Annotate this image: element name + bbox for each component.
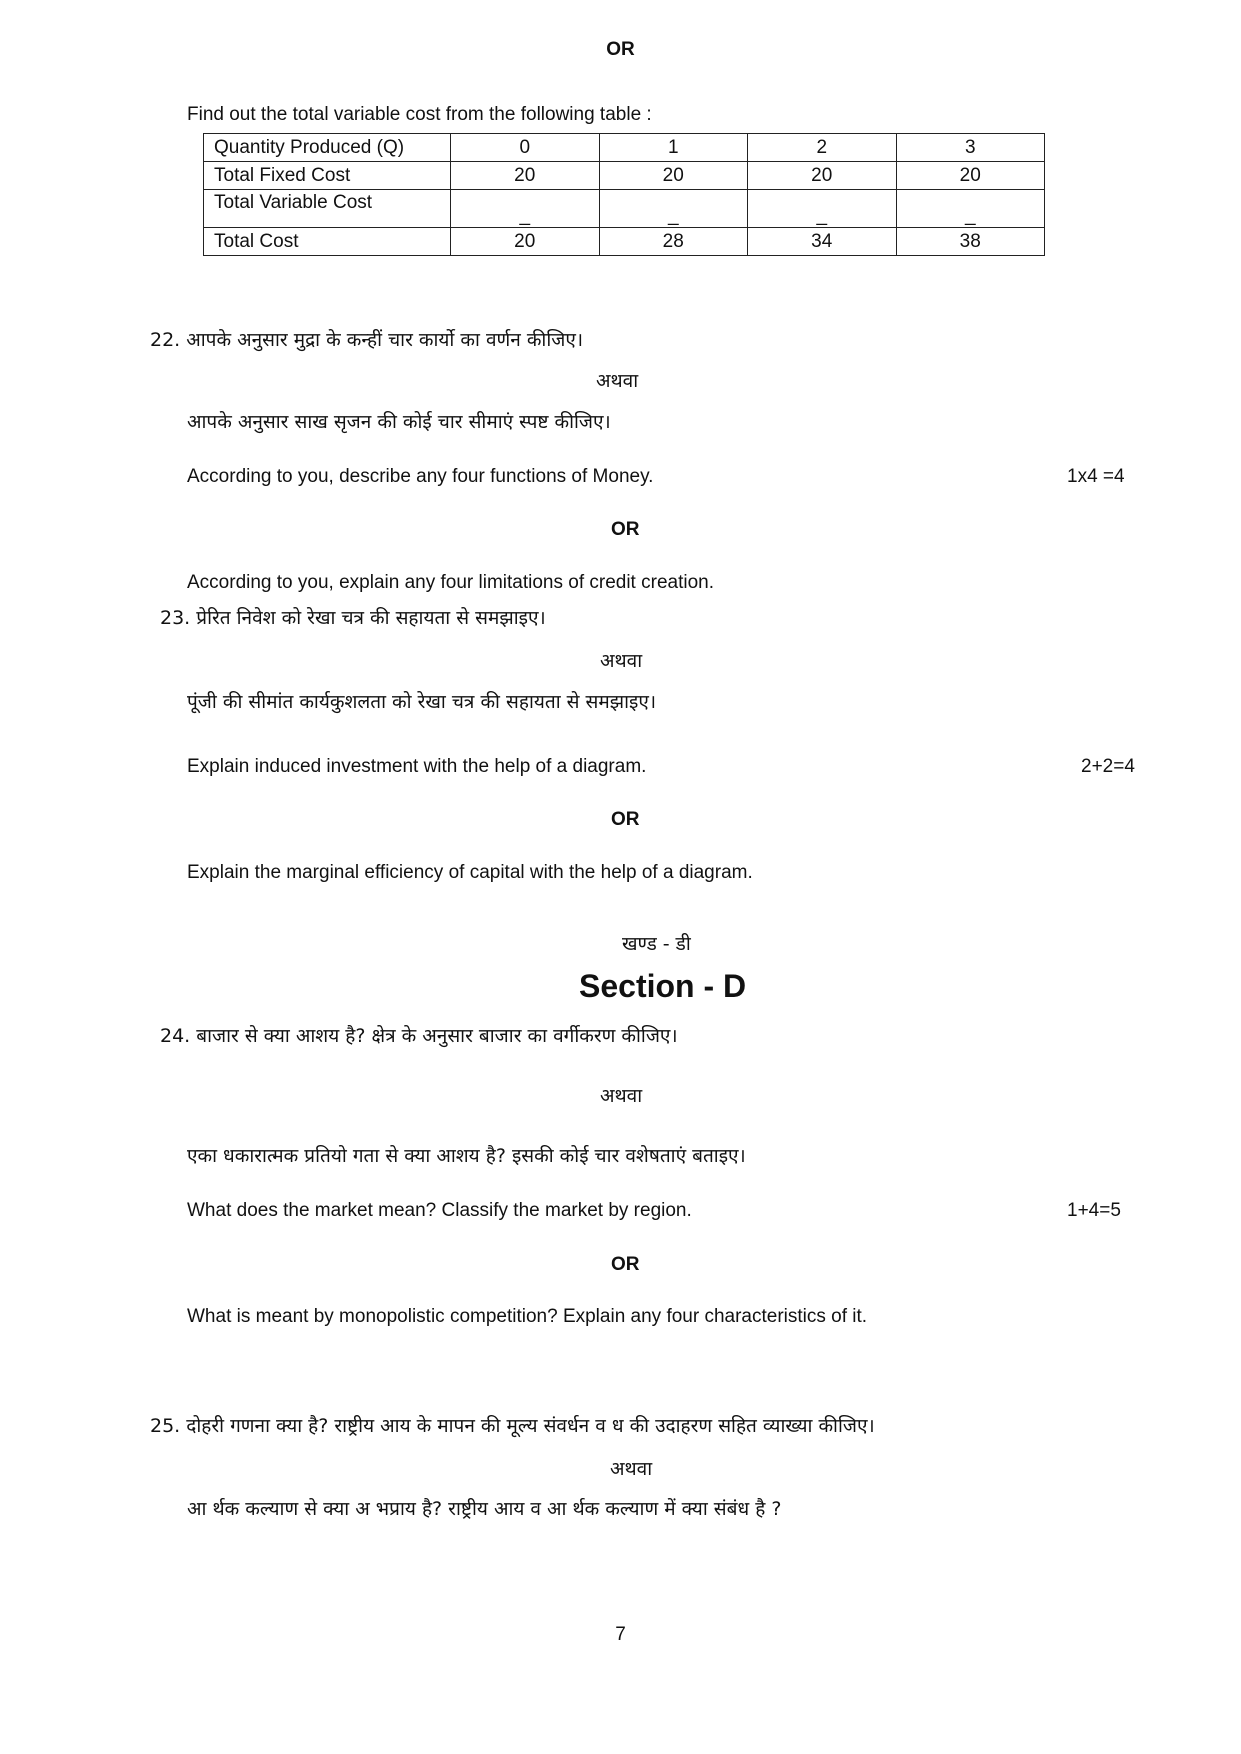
cost-table — [203, 133, 1045, 256]
table-cell: _ — [599, 190, 748, 228]
q22-hindi: 22. आपके अनुसार मुद्रा के कन्हीं चार कार्यो का वर्णन कीजिए। — [150, 329, 584, 351]
q24-hindi: 24. बाजार से क्या आशय है? क्षेत्र के अनुसार बाजार का वर्गीकरण कीजिए। — [160, 1025, 678, 1047]
q24-or: OR — [611, 1254, 640, 1275]
table-cell: 20 — [599, 162, 748, 190]
row-label: Total Cost — [204, 228, 451, 256]
q22-english-alt: According to you, explain any four limitations of credit creation. — [187, 572, 714, 593]
q25-athva: अथवा — [610, 1458, 653, 1480]
table-cell: _ — [451, 190, 600, 228]
table-row — [204, 228, 1045, 256]
row-label: Total Fixed Cost — [204, 162, 451, 190]
q25-hindi-alt: आ र्थक कल्याण से क्या अ भप्राय है? राष्ट्रीय आय व आ र्थक कल्याण में क्या संबंध है ? — [187, 1498, 782, 1520]
table-cell: _ — [896, 190, 1045, 228]
table-cell: 2 — [748, 134, 897, 162]
q22-english: According to you, describe any four functions of Money. — [187, 466, 654, 487]
table-row — [204, 162, 1045, 190]
page-number: 7 — [615, 1624, 626, 1645]
table-cell: 0 — [451, 134, 600, 162]
q25-hindi: 25. दोहरी गणना क्या है? राष्ट्रीय आय के मापन की मूल्य संवर्धन व ध की उदाहरण सहित व्याख्या कीजिए। — [150, 1415, 875, 1437]
q24-athva: अथवा — [600, 1085, 643, 1107]
table-cell: 28 — [599, 228, 748, 256]
row-label: Total Variable Cost — [204, 190, 451, 228]
q24-hindi-alt: एका धकारात्मक प्रतियो गता से क्या आशय है? इसकी कोई चार वशेषताएं बताइए। — [187, 1145, 746, 1167]
table-cell: 3 — [896, 134, 1045, 162]
q23-marks: 2+2=4 — [1081, 756, 1135, 777]
q22-athva: अथवा — [596, 370, 639, 392]
q22-marks: 1x4 =4 — [1067, 466, 1125, 487]
section-title: Section - D — [579, 968, 747, 1004]
q24-english-alt: What is meant by monopolistic competition? Explain any four characteristics of it. — [187, 1306, 868, 1327]
table-cell: 38 — [896, 228, 1045, 256]
table-cell: 34 — [748, 228, 897, 256]
table-cell: 20 — [748, 162, 897, 190]
table-cell: 20 — [896, 162, 1045, 190]
q23-hindi-alt: पूंजी की सीमांत कार्यकुशलता को रेखा चत्र की सहायता से समझाइए। — [187, 691, 657, 713]
q23-or: OR — [611, 809, 640, 830]
or-heading-top: OR — [606, 39, 635, 60]
q24-marks: 1+4=5 — [1067, 1200, 1121, 1221]
q23-athva: अथवा — [600, 650, 643, 672]
row-label: Quantity Produced (Q) — [204, 134, 451, 162]
table-cell: 20 — [451, 162, 600, 190]
q21-intro: Find out the total variable cost from the following table : — [187, 104, 652, 125]
section-title-hindi: खण्ड - डी — [622, 933, 691, 955]
table-cell: _ — [748, 190, 897, 228]
table-row — [204, 190, 1045, 228]
q23-hindi: 23. प्रेरित निवेश को रेखा चत्र की सहायता से समझाइए। — [160, 607, 546, 629]
table-cell: 1 — [599, 134, 748, 162]
table-row — [204, 134, 1045, 162]
q23-english-alt: Explain the marginal efficiency of capital with the help of a diagram. — [187, 862, 753, 883]
q24-english: What does the market mean? Classify the market by region. — [187, 1200, 692, 1221]
q23-english: Explain induced investment with the help of a diagram. — [187, 756, 647, 777]
table-cell: 20 — [451, 228, 600, 256]
q22-or: OR — [611, 519, 640, 540]
q22-hindi-alt: आपके अनुसार साख सृजन की कोई चार सीमाएं स्पष्ट कीजिए। — [187, 411, 611, 433]
